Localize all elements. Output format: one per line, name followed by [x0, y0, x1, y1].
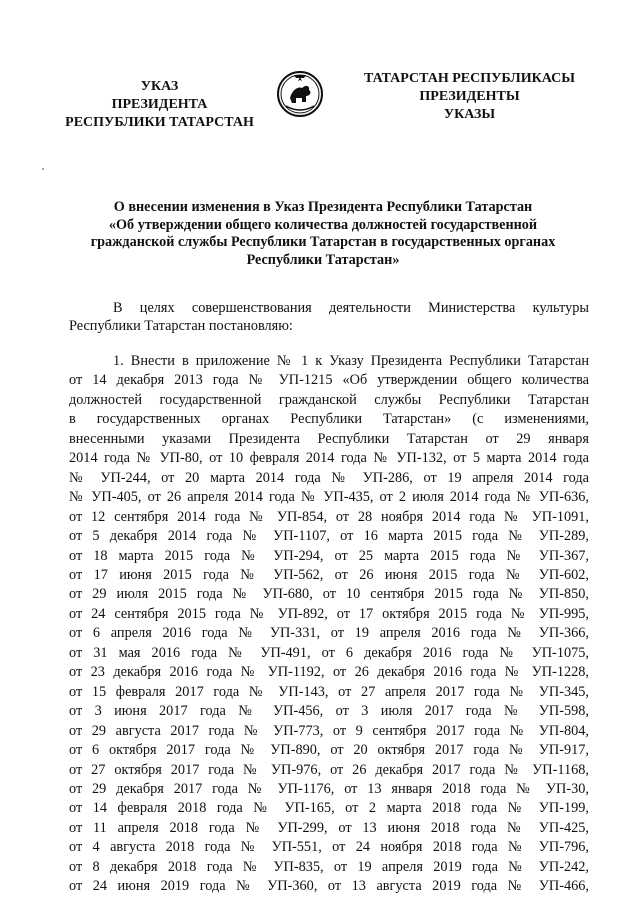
body-line: от 12 сентября 2014 года № УП-854, от 28 ноября 2014 года № УП-1091,	[69, 508, 589, 525]
title-line: О внесении изменения в Указ Президента Республики Татарстан	[113, 199, 533, 215]
body-line: от 14 декабря 2013 года № УП-1215 «Об утверждении общего количества	[69, 372, 589, 389]
body-line: от 27 октября 2017 года № УП-976, от 26 декабря 2017 года № УП-1168,	[69, 761, 589, 778]
body-line: должностей государственной гражданской службы Республики Татарстан	[69, 391, 589, 408]
body-line: от 3 июня 2017 года № УП-456, от 3 июля 2017 года № УП-598,	[69, 703, 589, 720]
body-line: от 11 апреля 2018 года № УП-299, от 13 июня 2018 года № УП-425,	[69, 819, 589, 836]
body-line: от 8 декабря 2018 года № УП-835, от 19 апреля 2019 года № УП-242,	[69, 858, 589, 875]
body-line: от 4 августа 2018 года № УП-551, от 24 ноября 2018 года № УП-796,	[69, 839, 589, 856]
body-line: от 29 декабря 2017 года № УП-1176, от 13 января 2018 года № УП-30,	[69, 780, 589, 797]
body-line: от 29 июля 2015 года № УП-680, от 10 сентября 2015 года № УП-850,	[69, 586, 589, 603]
title-line: гражданской службы Республики Татарстан в государственных органах	[90, 234, 556, 250]
preamble-line: Республики Татарстан постановляю:	[69, 317, 293, 334]
body-line: от 18 марта 2015 года № УП-294, от 25 марта 2015 года № УП-367,	[69, 547, 589, 564]
title-line: «Об утверждении общего количества должностей государственной	[108, 216, 538, 233]
body-line: № УП-244, от 20 марта 2014 года № УП-286, от 19 апреля 2014 года	[69, 469, 589, 486]
body-line: от 5 декабря 2014 года № УП-1107, от 16 марта 2015 года № УП-289,	[69, 528, 589, 545]
body-line: от 24 сентября 2015 года № УП-892, от 17 октября 2015 года № УП-995,	[69, 605, 589, 622]
tatarstan-coat-of-arms-icon	[276, 68, 324, 122]
body-line: от 24 июня 2019 года № УП-360, от 13 августа 2019 года № УП-466,	[69, 878, 589, 895]
body-line: 2014 года № УП-80, от 10 февраля 2014 года № УП-132, от 5 марта 2014 года	[69, 450, 589, 467]
header-left-line: ПРЕЗИДЕНТА	[111, 97, 208, 112]
body-line: от 6 апреля 2016 года № УП-331, от 19 апреля 2016 года № УП-366,	[69, 625, 589, 642]
body-line: от 23 декабря 2016 года № УП-1192, от 26 декабря 2016 года № УП-1228,	[69, 664, 589, 681]
preamble	[69, 300, 589, 335]
decree-title	[84, 199, 562, 269]
body-line: № УП-405, от 26 апреля 2014 года № УП-435, от 2 июля 2014 года № УП-636,	[69, 489, 589, 506]
body-line: в государственных органах Республики Татарстан» (с изменениями,	[69, 411, 589, 428]
body-line: внесенными указами Президента Республики Татарстан от 29 января	[69, 430, 589, 447]
scan-speck	[42, 168, 44, 170]
header-left-line: УКАЗ	[140, 79, 179, 94]
body-line: от 29 августа 2017 года № УП-773, от 9 сентября 2017 года № УП-804,	[69, 722, 589, 739]
header-right-line: ТАТАРСТАН РЕСПУБЛИКАСЫ	[363, 71, 576, 86]
preamble-line: В целях совершенствования деятельности Министерства культуры	[113, 300, 589, 316]
header-tatar	[352, 70, 587, 124]
document-header	[0, 68, 640, 138]
header-right-line: УКАЗЫ	[443, 107, 496, 122]
body-line: от 31 мая 2016 года № УП-491, от 6 декабря 2016 года № УП-1075,	[69, 644, 589, 661]
body-line: от 15 февраля 2017 года № УП-143, от 27 апреля 2017 года № УП-345,	[69, 683, 589, 700]
body-line: от 17 июня 2015 года № УП-562, от 26 июня 2015 года № УП-602,	[69, 566, 589, 583]
header-left-line: РЕСПУБЛИКИ ТАТАРСТАН	[65, 115, 254, 130]
body-line: 1. Внести в приложение № 1 к Указу Президента Республики Татарстан	[113, 353, 589, 369]
decree-body	[69, 352, 589, 897]
title-line: Республики Татарстан»	[246, 251, 400, 268]
body-line: от 14 февраля 2018 года № УП-165, от 2 марта 2018 года № УП-199,	[69, 800, 589, 817]
header-russian	[62, 78, 257, 132]
header-right-line: ПРЕЗИДЕНТЫ	[419, 89, 520, 104]
body-line: от 6 октября 2017 года № УП-890, от 20 октября 2017 года № УП-917,	[69, 742, 589, 759]
